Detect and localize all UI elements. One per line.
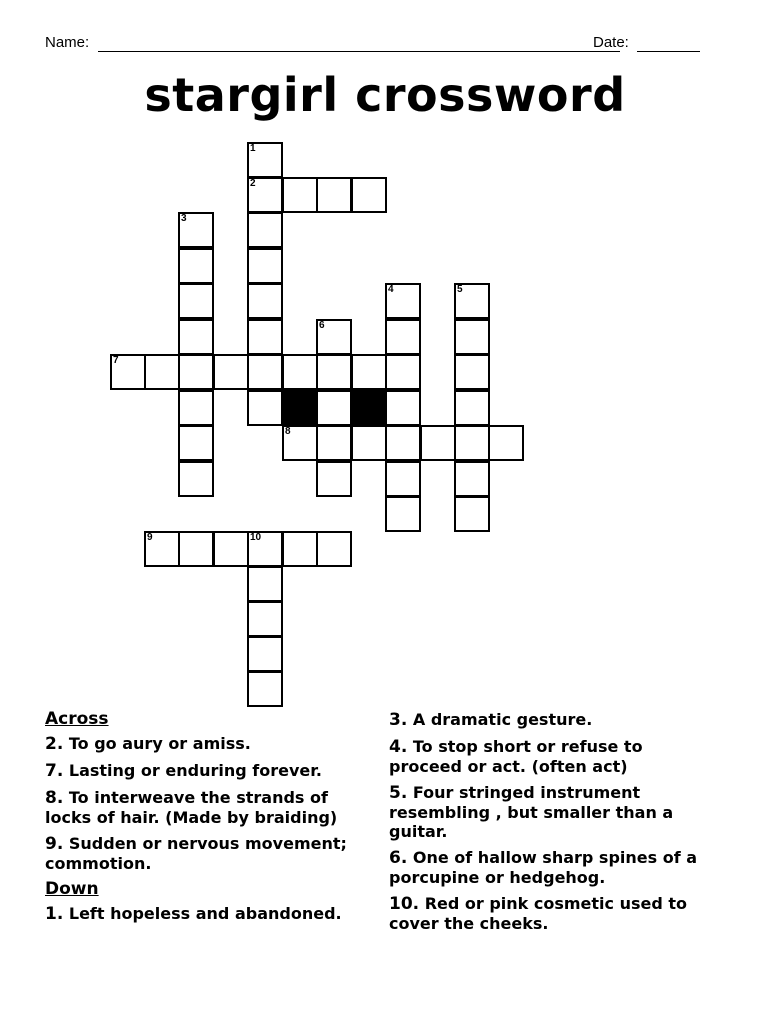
crossword-cell[interactable] [385, 319, 421, 355]
clue-number-7: 7 [113, 355, 119, 366]
clue-across-7 [45, 761, 375, 781]
clue-number-5: 5 [457, 284, 463, 295]
crossword-cell[interactable] [316, 319, 352, 355]
down-heading: Down [45, 879, 99, 899]
clue-num: 6. [389, 848, 408, 868]
crossword-cell[interactable] [385, 425, 421, 461]
crossword-cell[interactable] [247, 283, 283, 319]
clue-text: One of hallow sharp spines of a porcupine or hedgehog. [389, 848, 698, 887]
clue-down-6 [389, 848, 719, 887]
crossword-cell[interactable] [316, 531, 352, 567]
across-heading: Across [45, 709, 109, 729]
crossword-cell[interactable] [178, 354, 214, 390]
crossword-cell[interactable] [247, 212, 283, 248]
page-title: stargirl crossword [144, 68, 626, 122]
crossword-cell[interactable] [247, 531, 283, 567]
clue-text: Four stringed instrument resembling , but smaller than a guitar. [389, 783, 674, 841]
clue-text: Lasting or enduring forever. [63, 761, 322, 780]
crossword-cell[interactable] [247, 566, 283, 602]
crossword-cell[interactable] [144, 354, 180, 390]
crossword-cell[interactable] [178, 248, 214, 284]
clue-number-10: 10 [250, 532, 262, 543]
clue-across-8 [45, 788, 375, 827]
clue-num: 5. [389, 783, 408, 803]
crossword-cell[interactable] [316, 461, 352, 497]
crossword-cell[interactable] [282, 354, 318, 390]
clue-number-6: 6 [319, 320, 325, 331]
crossword-cell[interactable] [144, 531, 180, 567]
crossword-cell[interactable] [213, 354, 249, 390]
crossword-cell[interactable] [454, 496, 490, 532]
crossword-cell[interactable] [385, 390, 421, 426]
crossword-cell[interactable] [178, 390, 214, 426]
clue-number-3: 3 [181, 213, 187, 224]
crossword-cell[interactable] [316, 390, 352, 426]
crossword-cell[interactable] [316, 177, 352, 213]
black-square [351, 390, 387, 426]
clue-num: 8. [45, 788, 64, 808]
crossword-cell[interactable] [385, 461, 421, 497]
clue-across-9 [45, 834, 375, 873]
crossword-cell[interactable] [282, 531, 318, 567]
crossword-cell[interactable] [178, 425, 214, 461]
crossword-cell[interactable] [282, 425, 318, 461]
crossword-cell[interactable] [385, 283, 421, 319]
crossword-cell[interactable] [351, 354, 387, 390]
crossword-cell[interactable] [282, 177, 318, 213]
crossword-cell[interactable] [385, 354, 421, 390]
crossword-cell[interactable] [385, 496, 421, 532]
name-label: Name: [45, 34, 90, 51]
crossword-cell[interactable] [178, 319, 214, 355]
clue-text: To interweave the strands of locks of hair. (Made by braiding) [45, 788, 338, 827]
crossword-cell[interactable] [420, 425, 456, 461]
crossword-cell[interactable] [488, 425, 524, 461]
clues-left-column [45, 710, 375, 931]
crossword-cell[interactable] [247, 354, 283, 390]
clue-text: Red or pink cosmetic used to cover the cheeks. [389, 894, 688, 933]
clue-number-1: 1 [250, 143, 256, 154]
clue-number-9: 9 [147, 532, 153, 543]
crossword-cell[interactable] [178, 461, 214, 497]
crossword-cell[interactable] [454, 390, 490, 426]
clue-num: 9. [45, 834, 64, 854]
clue-text: To go aury or amiss. [63, 734, 251, 753]
clue-down-5 [389, 783, 719, 841]
clue-down-1 [45, 904, 375, 924]
clue-text: Left hopeless and abandoned. [63, 904, 342, 923]
crossword-cell[interactable] [316, 354, 352, 390]
crossword-cell[interactable] [454, 283, 490, 319]
clue-num: 2. [45, 734, 64, 754]
clue-num: 4. [389, 737, 408, 757]
crossword-cell[interactable] [247, 601, 283, 637]
crossword-cell[interactable] [454, 354, 490, 390]
clue-number-8: 8 [285, 426, 291, 437]
clue-across-2 [45, 734, 375, 754]
crossword-cell[interactable] [247, 671, 283, 707]
crossword-cell[interactable] [351, 425, 387, 461]
clue-down-4 [389, 737, 719, 776]
crossword-cell[interactable] [178, 531, 214, 567]
clue-text: Sudden or nervous movement; commotion. [45, 834, 347, 873]
clue-text: To stop short or refuse to proceed or act. (often act) [389, 737, 643, 776]
clue-num: 3. [389, 710, 408, 730]
clue-down-3 [389, 710, 719, 730]
clue-num: 7. [45, 761, 64, 781]
clue-number-2: 2 [250, 178, 256, 189]
crossword-cell[interactable] [247, 248, 283, 284]
crossword-cell[interactable] [247, 319, 283, 355]
crossword-cell[interactable] [247, 142, 283, 178]
clue-down-10 [389, 894, 719, 933]
clue-num: 10. [389, 894, 420, 914]
clue-num: 1. [45, 904, 64, 924]
crossword-cell[interactable] [178, 283, 214, 319]
crossword-cell[interactable] [178, 212, 214, 248]
crossword-cell[interactable] [247, 390, 283, 426]
crossword-cell[interactable] [213, 531, 249, 567]
date-label: Date: [593, 34, 629, 51]
clues-right-column [389, 710, 719, 940]
crossword-cell[interactable] [247, 636, 283, 672]
crossword-cell[interactable] [454, 425, 490, 461]
crossword-cell[interactable] [454, 461, 490, 497]
crossword-cell[interactable] [247, 177, 283, 213]
crossword-cell[interactable] [110, 354, 146, 390]
black-square [282, 390, 318, 426]
crossword-cell[interactable] [454, 319, 490, 355]
clue-text: A dramatic gesture. [407, 710, 593, 729]
clue-number-4: 4 [388, 284, 394, 295]
crossword-cell[interactable] [351, 177, 387, 213]
crossword-cell[interactable] [316, 425, 352, 461]
